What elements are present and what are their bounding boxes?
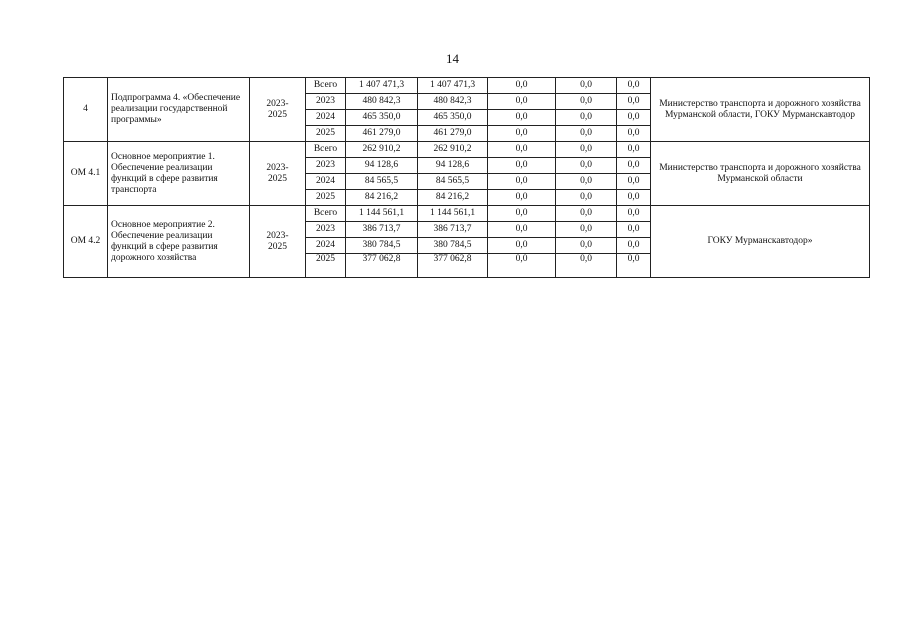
period-start: 2023- [266, 98, 289, 109]
block-number: ОМ 4.1 [64, 142, 108, 206]
value-other: 0,0 [617, 174, 651, 190]
value-total: 461 279,0 [346, 126, 418, 142]
year-cell: 2024 [306, 174, 346, 190]
value-federal: 0,0 [488, 110, 556, 126]
block-executor: ГОКУ Мурманскавтодор» [651, 206, 870, 278]
year-cell: 2024 [306, 238, 346, 254]
page-number: 14 [446, 51, 459, 66]
value-federal: 0,0 [488, 158, 556, 174]
block-subprogram-4 [64, 78, 870, 142]
year-cell: 2024 [306, 110, 346, 126]
year-cell: 2023 [306, 158, 346, 174]
value-regional: 1 407 471,3 [418, 78, 488, 94]
value-regional: 84 216,2 [418, 190, 488, 206]
program-funding-table [63, 77, 870, 278]
year-cell: 2025 [306, 254, 346, 278]
period-end: 2025 [268, 173, 287, 184]
value-other: 0,0 [617, 158, 651, 174]
value-regional: 465 350,0 [418, 110, 488, 126]
value-federal: 0,0 [488, 206, 556, 222]
value-total: 1 144 561,1 [346, 206, 418, 222]
value-other: 0,0 [617, 142, 651, 158]
value-local: 0,0 [556, 254, 617, 278]
block-period [250, 78, 306, 142]
value-other: 0,0 [617, 110, 651, 126]
value-regional: 386 713,7 [418, 222, 488, 238]
value-local: 0,0 [556, 206, 617, 222]
value-other: 0,0 [617, 222, 651, 238]
value-local: 0,0 [556, 126, 617, 142]
value-other: 0,0 [617, 206, 651, 222]
period-end: 2025 [268, 109, 287, 120]
value-other: 0,0 [617, 126, 651, 142]
value-local: 0,0 [556, 174, 617, 190]
period-start: 2023- [266, 162, 289, 173]
value-federal: 0,0 [488, 190, 556, 206]
block-executor: Министерство транспорта и дорожного хозяйства Мурманской области, ГОКУ Мурманскавтодор [651, 78, 870, 142]
year-cell: Всего [306, 78, 346, 94]
year-cell: 2025 [306, 190, 346, 206]
year-cell: 2023 [306, 94, 346, 110]
value-federal: 0,0 [488, 222, 556, 238]
value-regional: 1 144 561,1 [418, 206, 488, 222]
value-other: 0,0 [617, 238, 651, 254]
block-executor: Министерство транспорта и дорожного хозяйства Мурманской области [651, 142, 870, 206]
value-regional: 480 842,3 [418, 94, 488, 110]
block-period [250, 206, 306, 278]
value-total: 84 565,5 [346, 174, 418, 190]
value-local: 0,0 [556, 142, 617, 158]
value-total: 84 216,2 [346, 190, 418, 206]
value-local: 0,0 [556, 190, 617, 206]
block-name: Подпрограмма 4. «Обеспечение реализации государственной программы» [108, 78, 250, 142]
value-total: 380 784,5 [346, 238, 418, 254]
value-federal: 0,0 [488, 254, 556, 278]
value-other: 0,0 [617, 190, 651, 206]
block-om-4-1 [64, 142, 870, 206]
value-total: 94 128,6 [346, 158, 418, 174]
value-local: 0,0 [556, 110, 617, 126]
block-om-4-2 [64, 206, 870, 278]
value-local: 0,0 [556, 222, 617, 238]
block-name: Основное мероприятие 2. Обеспечение реализации функций в сфере развития дорожного хозяйства [108, 206, 250, 278]
value-regional: 380 784,5 [418, 238, 488, 254]
block-period [250, 142, 306, 206]
value-total: 465 350,0 [346, 110, 418, 126]
value-federal: 0,0 [488, 94, 556, 110]
block-number: 4 [64, 78, 108, 142]
value-federal: 0,0 [488, 174, 556, 190]
value-regional: 262 910,2 [418, 142, 488, 158]
value-local: 0,0 [556, 158, 617, 174]
value-regional: 461 279,0 [418, 126, 488, 142]
value-local: 0,0 [556, 78, 617, 94]
value-total: 480 842,3 [346, 94, 418, 110]
period-end: 2025 [268, 241, 287, 252]
value-federal: 0,0 [488, 78, 556, 94]
value-regional: 377 062,8 [418, 254, 488, 278]
value-regional: 94 128,6 [418, 158, 488, 174]
value-regional: 84 565,5 [418, 174, 488, 190]
value-total: 386 713,7 [346, 222, 418, 238]
year-cell: 2025 [306, 126, 346, 142]
value-federal: 0,0 [488, 142, 556, 158]
period-start: 2023- [266, 230, 289, 241]
value-other: 0,0 [617, 94, 651, 110]
value-federal: 0,0 [488, 126, 556, 142]
value-local: 0,0 [556, 94, 617, 110]
value-total: 262 910,2 [346, 142, 418, 158]
value-federal: 0,0 [488, 238, 556, 254]
block-name: Основное мероприятие 1. Обеспечение реализации функций в сфере развития транспорта [108, 142, 250, 206]
value-other: 0,0 [617, 78, 651, 94]
value-other: 0,0 [617, 254, 651, 278]
year-cell: 2023 [306, 222, 346, 238]
value-local: 0,0 [556, 238, 617, 254]
block-number: ОМ 4.2 [64, 206, 108, 278]
value-total: 377 062,8 [346, 254, 418, 278]
year-cell: Всего [306, 142, 346, 158]
value-total: 1 407 471,3 [346, 78, 418, 94]
year-cell: Всего [306, 206, 346, 222]
